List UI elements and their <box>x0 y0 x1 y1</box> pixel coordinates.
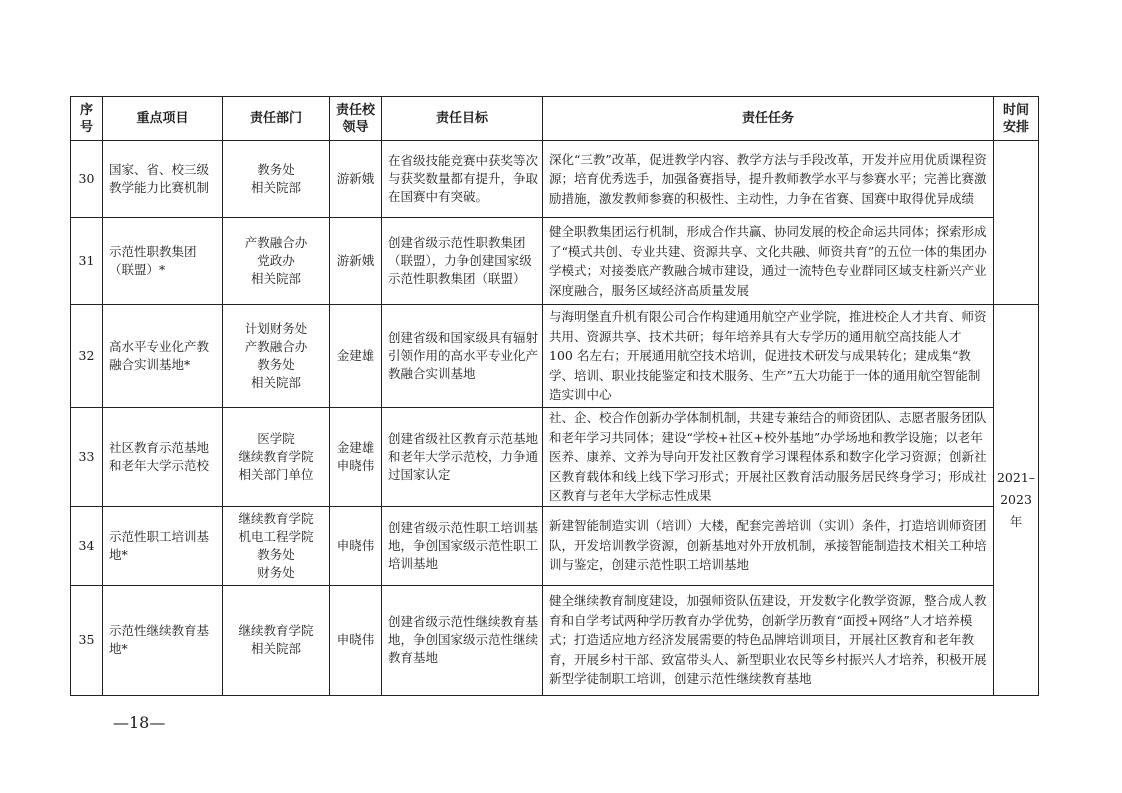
header-project: 重点项目 <box>103 97 223 141</box>
row-task: 社、企、校合作创新办学体制机制，共建专兼结合的师资团队、志愿者服务团队和老年学习共同体；建设“学校+社区+校外基地”办学场地和教学设施；以老年医养、康养、文养为导向开发社区教育学习课程体系和数字化学习资源；创新社区教育载体和线上线下学习形式；开展社区教育活动服务居民终身学习；形成社区教育与老年大学标志性成果 <box>543 408 994 507</box>
row-goal: 创建省级示范性职工培训基地，争创国家级示范性职工培训基地 <box>382 506 543 585</box>
table-row <box>71 141 1039 218</box>
row-dept: 继续教育学院 机电工程学院 教务处 财务处 <box>223 506 330 585</box>
row-dept: 产教融合办 党政办 相关院部 <box>223 218 330 305</box>
header-time: 时间 安排 <box>994 97 1039 141</box>
header-task: 责任任务 <box>543 97 994 141</box>
row-dept: 计划财务处 产教融合办 教务处 相关院部 <box>223 305 330 408</box>
row-task: 与海明堡直升机有限公司合作构建通用航空产业学院，推进校企人才共育、师资共用、资源共享、技术共研；每年培养具有大专学历的通用航空高技能人才 100 名左右；开展通用航空技术培训，促进技术研发与成果转化；建成集“教学、培训、职业技能鉴定和技术服务、生产”五大功能于一体的通用航空智能制造实训中心 <box>543 305 994 408</box>
table-header-row <box>71 97 1039 141</box>
row-project: 社区教育示范基地和老年大学示范校 <box>103 408 223 507</box>
row-number: 31 <box>71 218 103 305</box>
page-number: —18— <box>113 713 166 732</box>
row-goal: 创建省级和国家级具有辐射引领作用的高水平专业化产教融合实训基地 <box>382 305 543 408</box>
time-schedule: 2021– 2023 年 <box>994 305 1039 696</box>
row-project: 示范性继续教育基地* <box>103 585 223 695</box>
table-row <box>71 585 1039 695</box>
row-task: 深化“三教”改革，促进教学内容、教学方法与手段改革，开发并应用优质课程资源；培育优秀选手，加强备赛指导，提升教师教学水平与参赛水平；完善比赛激励措施，激发教师参赛的积极性、主动性，力争在省赛、国赛中取得优异成绩 <box>543 141 994 218</box>
row-dept: 医学院 继续教育学院 相关部门单位 <box>223 408 330 507</box>
row-number: 30 <box>71 141 103 218</box>
row-time-empty <box>994 141 1039 218</box>
key-projects-table <box>70 96 1039 696</box>
header-goal: 责任目标 <box>382 97 543 141</box>
row-leader: 申晓伟 <box>330 585 382 695</box>
row-leader: 游新娥 <box>330 218 382 305</box>
row-goal: 创建省级示范性继续教育基地，争创国家级示范性继续教育基地 <box>382 585 543 695</box>
row-goal: 创建省级示范性职教集团（联盟），力争创建国家级示范性职教集团（联盟） <box>382 218 543 305</box>
row-dept: 教务处 相关院部 <box>223 141 330 218</box>
table-row <box>71 305 1039 408</box>
row-project: 示范性职工培训基地* <box>103 506 223 585</box>
header-num: 序 号 <box>71 97 103 141</box>
row-leader: 金建雄 <box>330 305 382 408</box>
row-project: 高水平专业化产教融合实训基地* <box>103 305 223 408</box>
row-task: 健全继续教育制度建设，加强师资队伍建设，开发数字化教学资源，整合成人教育和自学考试两种学历教育办学优势，创新学历教育“面授+网络”人才培养模式；打造适应地方经济发展需要的特色品牌培训项目，开展社区教育和老年教育，开展乡村干部、致富带头人、新型职业农民等乡村振兴人才培养，积极开展新型学徒制职工培训，创建示范性继续教育基地 <box>543 585 994 695</box>
header-dept: 责任部门 <box>223 97 330 141</box>
row-dept: 继续教育学院 相关院部 <box>223 585 330 695</box>
table-row <box>71 408 1039 507</box>
row-task: 健全职教集团运行机制，形成合作共赢、协同发展的校企命运共同体；探索形成了“模式共创、专业共建、资源共享、文化共融、师资共育”的五位一体的集团办学模式；对接娄底产教融合城市建设，通过一流特色专业群同区域支柱新兴产业深度融合，服务区域经济高质量发展 <box>543 218 994 305</box>
row-leader: 游新娥 <box>330 141 382 218</box>
table-row <box>71 506 1039 585</box>
row-number: 34 <box>71 506 103 585</box>
row-goal: 创建省级社区教育示范基地和老年大学示范校，力争通过国家认定 <box>382 408 543 507</box>
table-row <box>71 218 1039 305</box>
row-project: 国家、省、校三级教学能力比赛机制 <box>103 141 223 218</box>
row-number: 33 <box>71 408 103 507</box>
row-number: 32 <box>71 305 103 408</box>
row-task: 新建智能制造实训（培训）大楼，配套完善培训（实训）条件，打造培训师资团队，开发培训教学资源，创新基地对外开放机制，承接智能制造技术相关工种培训与鉴定，创建示范性职工培训基地 <box>543 506 994 585</box>
row-leader: 金建雄 申晓伟 <box>330 408 382 507</box>
row-time-empty <box>994 218 1039 305</box>
row-project: 示范性职教集团（联盟）* <box>103 218 223 305</box>
header-leader: 责任校 领导 <box>330 97 382 141</box>
row-leader: 申晓伟 <box>330 506 382 585</box>
row-goal: 在省级技能竞赛中获奖等次与获奖数量都有提升，争取在国赛中有突破。 <box>382 141 543 218</box>
row-number: 35 <box>71 585 103 695</box>
